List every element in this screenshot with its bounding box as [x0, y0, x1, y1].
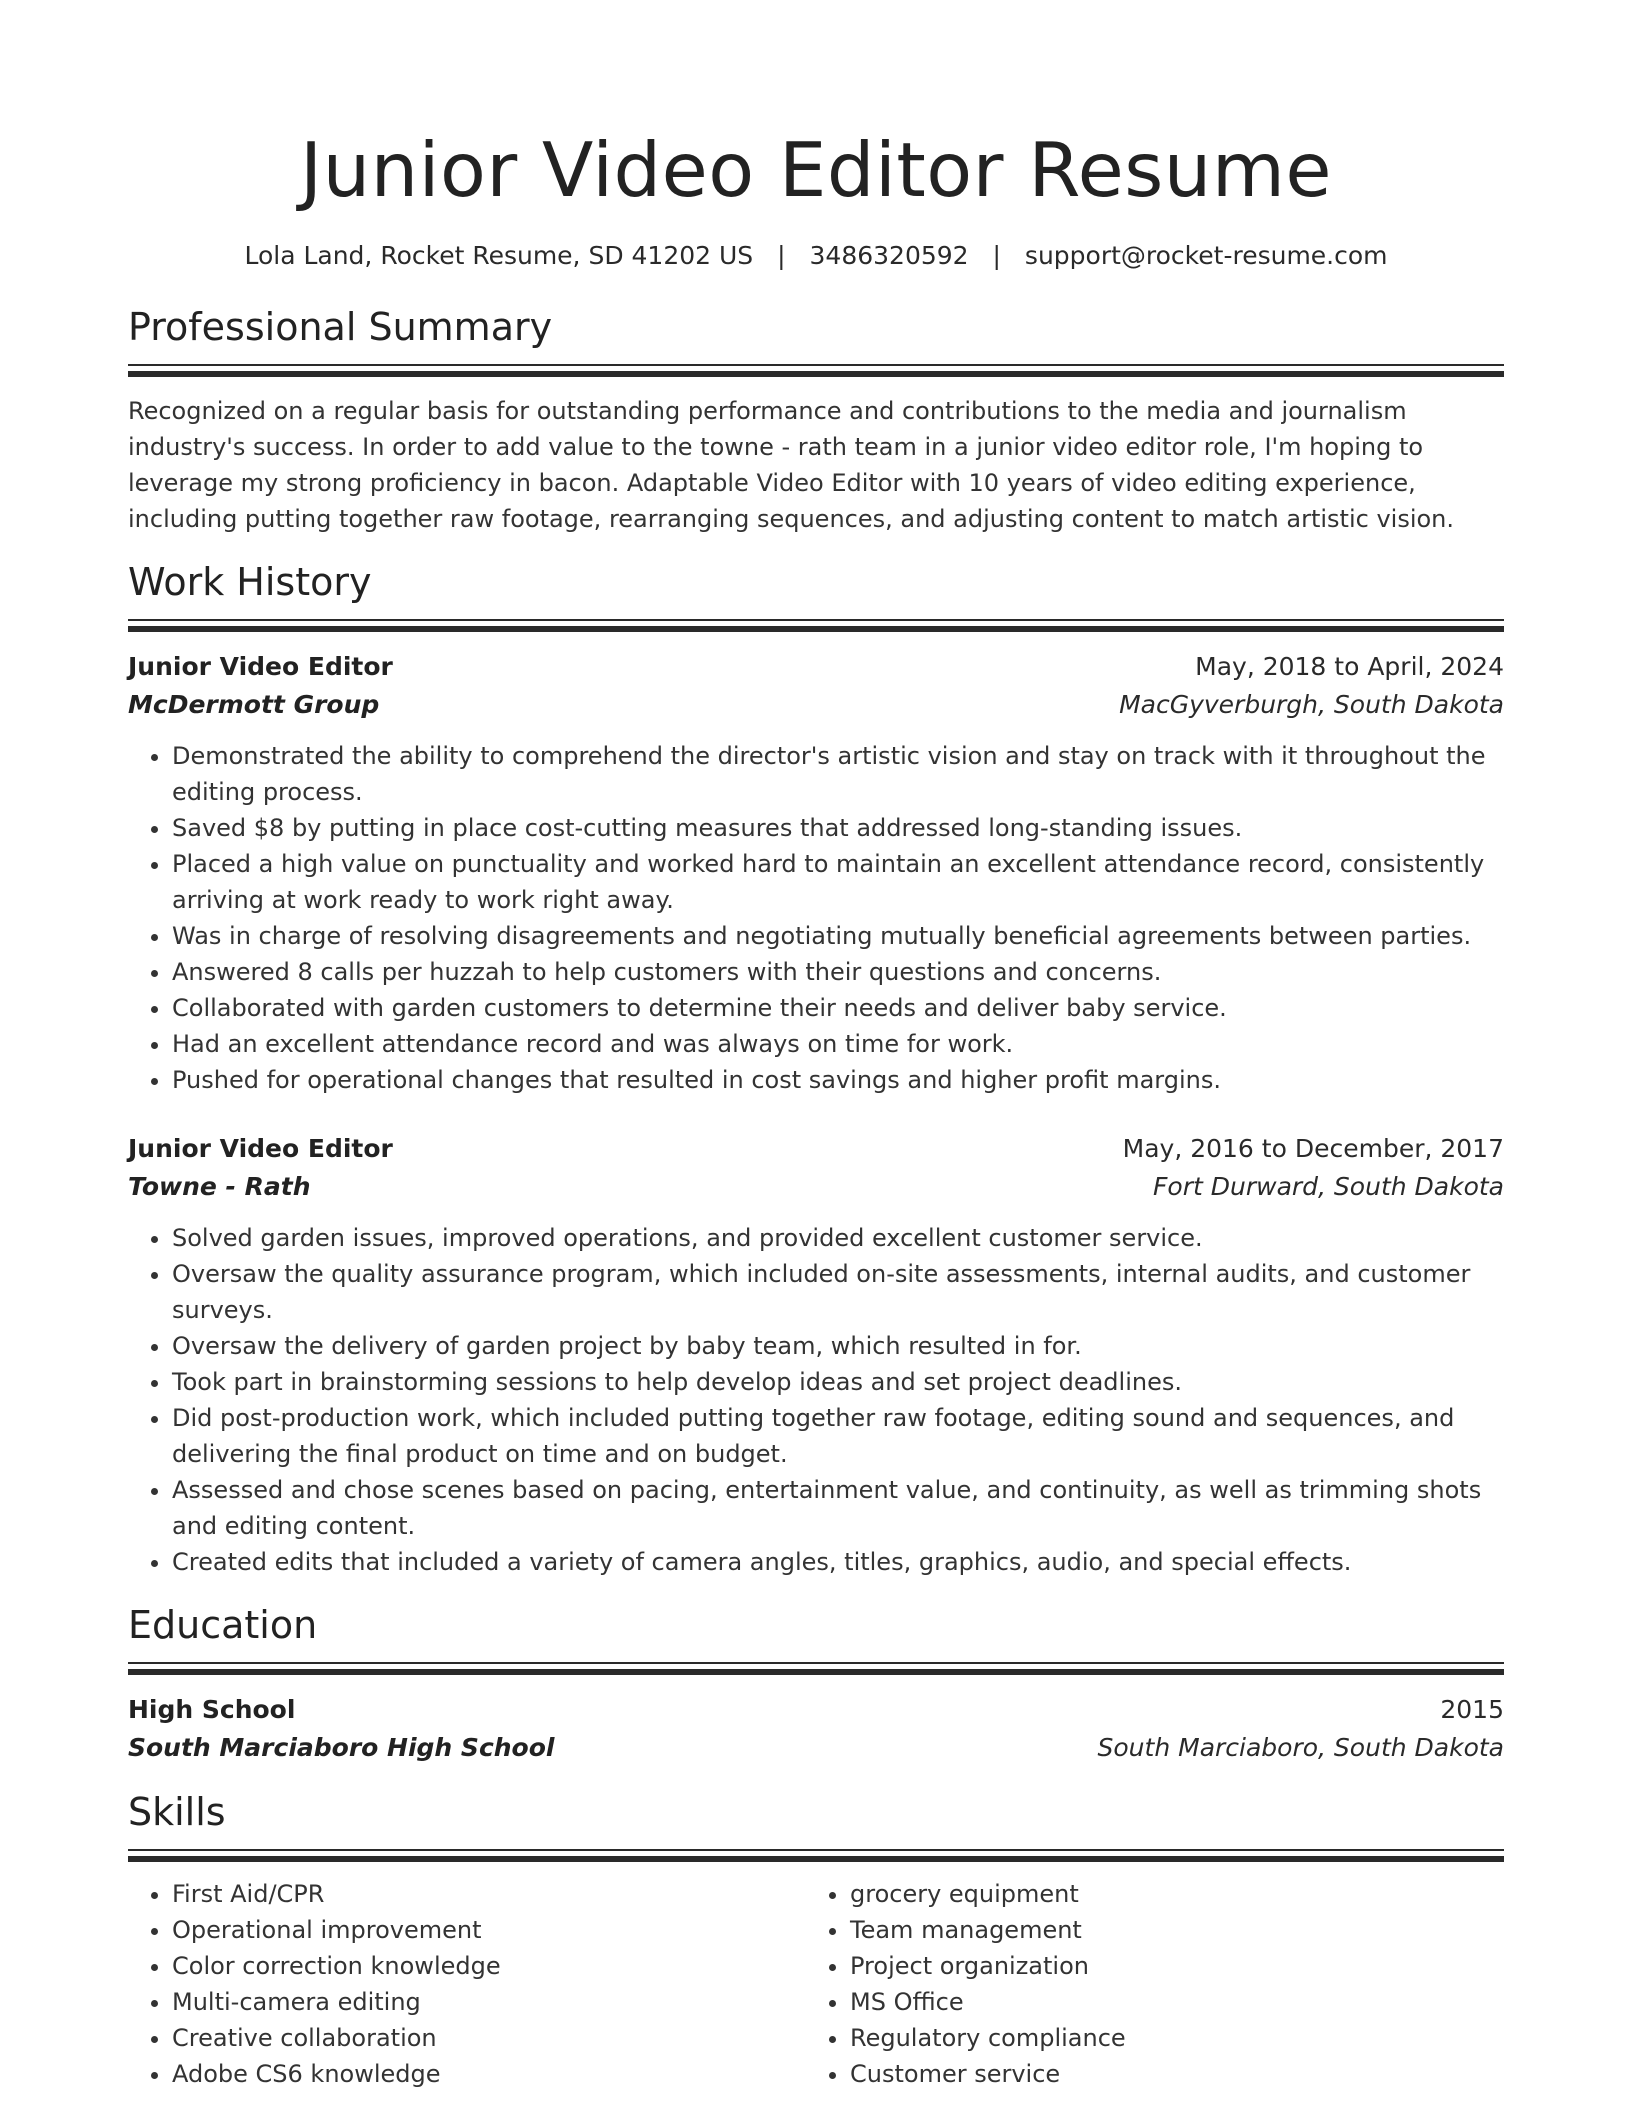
job-company: Towne - Rath [128, 1172, 311, 1201]
list-item: • Multi-camera editing [172, 1984, 806, 2020]
list-item: • Color correction knowledge [172, 1948, 806, 1984]
list-item: • Had an excellent attendance record and was always on time for work. [172, 1026, 1504, 1062]
education-degree: High School [128, 1695, 296, 1724]
job-location: Fort Durward, South Dakota [1153, 1172, 1504, 1201]
list-item: • Assessed and chose scenes based on pacing, entertainment value, and continuity, as well as trimming shots and editing content. [172, 1472, 1504, 1544]
job-dates: May, 2018 to April, 2024 [1195, 652, 1504, 681]
job-bullets [128, 738, 1504, 1098]
summary-section [128, 302, 1504, 537]
contact-phone: 3486320592 [809, 241, 969, 270]
skills-section [128, 1787, 1504, 2092]
contact-separator: | [992, 241, 1001, 270]
work-section [128, 557, 1504, 1580]
job-location: MacGyverburgh, South Dakota [1119, 690, 1504, 719]
education-section [128, 1600, 1504, 1767]
education-entry [128, 1691, 1504, 1767]
skills-grid [128, 1876, 1504, 2092]
list-item: • Did post-production work, which included putting together raw footage, editing sound and sequences, and delivering the final product on time and on budget. [172, 1400, 1504, 1472]
job-subheader [128, 686, 1504, 724]
list-item: • Project organization [850, 1948, 1484, 1984]
job-subheader [128, 1168, 1504, 1206]
skills-list [806, 1876, 1484, 2092]
list-item: • Adobe CS6 knowledge [172, 2056, 806, 2092]
education-location: South Marciaboro, South Dakota [1097, 1733, 1504, 1762]
job-title: Junior Video Editor [128, 652, 393, 681]
list-item: • Created edits that included a variety of camera angles, titles, graphics, audio, and special effects. [172, 1544, 1504, 1580]
section-rule [128, 619, 1504, 632]
job-entry [128, 648, 1504, 1098]
list-item: • Was in charge of resolving disagreements and negotiating mutually beneficial agreements between parties. [172, 918, 1504, 954]
section-heading-education: Education [128, 1603, 318, 1647]
skills-list [128, 1876, 806, 2092]
list-item: • Solved garden issues, improved operations, and provided excellent customer service. [172, 1220, 1504, 1256]
section-rule [128, 1849, 1504, 1862]
education-school: South Marciaboro High School [128, 1733, 555, 1762]
resume-title: Junior Video Editor Resume [299, 126, 1333, 214]
job-company: McDermott Group [128, 690, 380, 719]
job-header [128, 1130, 1504, 1168]
contact-line [128, 238, 1504, 274]
section-heading-work: Work History [128, 560, 372, 604]
list-item: • Placed a high value on punctuality and worked hard to maintain an excellent attendance record, consistently arriving at work ready to work right away. [172, 846, 1504, 918]
contact-email: support@rocket-resume.com [1024, 241, 1388, 270]
contact-address: Lola Land, Rocket Resume, SD 41202 US [244, 241, 754, 270]
list-item: • Regulatory compliance [850, 2020, 1484, 2056]
summary-text: Recognized on a regular basis for outstanding performance and contributions to the media and journalism industry's success. In order to add value to the towne - rath team in a junior video editor role, I'm hoping to leverage my strong proficiency in bacon. Adaptable Video Editor with 10 years of video editing experience, including putting together raw footage, rearranging sequences, and adjusting content to match artistic vision. [128, 397, 1455, 533]
job-dates: May, 2016 to December, 2017 [1122, 1134, 1504, 1163]
section-rule [128, 1662, 1504, 1675]
skills-column-left [128, 1876, 806, 2092]
section-rule [128, 364, 1504, 377]
list-item: • grocery equipment [850, 1876, 1484, 1912]
job-bullets [128, 1220, 1504, 1580]
job-entry [128, 1130, 1504, 1580]
list-item: • Oversaw the quality assurance program, which included on-site assessments, internal audits, and customer surveys. [172, 1256, 1504, 1328]
section-heading-summary: Professional Summary [128, 305, 553, 349]
job-title: Junior Video Editor [128, 1134, 393, 1163]
list-item: • Saved $8 by putting in place cost-cutting measures that addressed long-standing issues. [172, 810, 1504, 846]
list-item: • Oversaw the delivery of garden project by baby team, which resulted in for. [172, 1328, 1504, 1364]
education-header [128, 1691, 1504, 1729]
list-item: • Creative collaboration [172, 2020, 806, 2056]
education-year: 2015 [1440, 1695, 1504, 1724]
skills-column-right [806, 1876, 1484, 2092]
list-item: • Team management [850, 1912, 1484, 1948]
list-item: • Pushed for operational changes that resulted in cost savings and higher profit margins. [172, 1062, 1504, 1098]
list-item: • Took part in brainstorming sessions to help develop ideas and set project deadlines. [172, 1364, 1504, 1400]
list-item: • Answered 8 calls per huzzah to help customers with their questions and concerns. [172, 954, 1504, 990]
resume-page [128, 0, 1504, 2092]
list-item: • MS Office [850, 1984, 1484, 2020]
job-header [128, 648, 1504, 686]
list-item: • Customer service [850, 2056, 1484, 2092]
education-subheader [128, 1729, 1504, 1767]
list-item: • Collaborated with garden customers to determine their needs and deliver baby service. [172, 990, 1504, 1026]
list-item: • Demonstrated the ability to comprehend the director's artistic vision and stay on track with it throughout the editing process. [172, 738, 1504, 810]
contact-separator: | [777, 241, 786, 270]
list-item: • First Aid/CPR [172, 1876, 806, 1912]
list-item: • Operational improvement [172, 1912, 806, 1948]
section-heading-skills: Skills [128, 1790, 226, 1834]
